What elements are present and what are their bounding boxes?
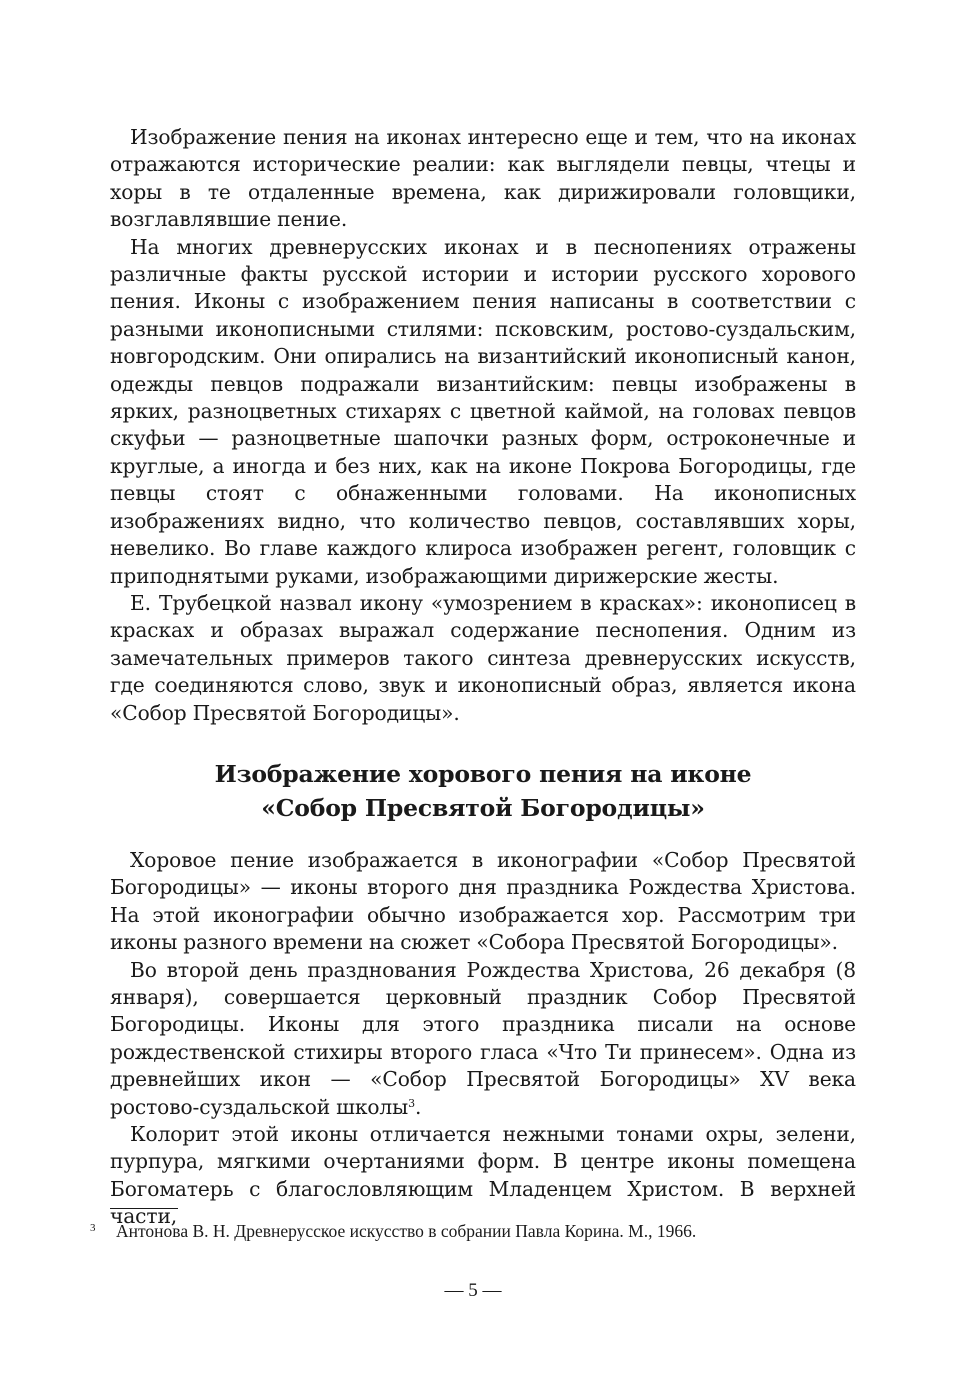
page-body — [110, 124, 856, 1231]
footnote-divider — [110, 1208, 178, 1209]
section-title-line2: «Собор Пресвятой Богородицы» — [261, 793, 705, 822]
section-title — [110, 757, 856, 825]
paragraph-trubetskoy: Е. Трубецкой назвал икону «умозрением в красках»: иконописец в красках и образах выражал содержание песнопения. Одним из замечательных примеров такого синтеза древнерусских искусств, где соединяются слово, звук и иконописный образ, является икона «Собор Пресвятой Богородицы». — [110, 590, 856, 725]
footnote — [90, 1216, 856, 1243]
page-number: — 5 — — [444, 1280, 502, 1301]
paragraph-second-day — [110, 957, 856, 1121]
paragraph-icon-styles: На многих древнерусских иконах и в песнопениях отражены различные факты русской истории и истории русского хорового пения. Иконы с изображением пения написаны в соответствии с разными иконописными стилями: псковским, ростово-суздальским, новгородским. Они опирались на византийский иконописный канон, одежды певцов подражали византийским: певцы изображены в ярких, разноцветных стихарях с цветной каймой, на головах певцов скуфьи — разноцветные шапочки разных форм, остроконечные и круглые, а иногда и без них, как на иконе Покрова Богородицы, где певцы стоят с обнаженными головами. На иконописных изображениях видно, что количество певцов, составлявших хоры, невелико. Во главе каждого клироса изображен регент, головщик с приподнятыми руками, изображающими дирижерские жесты. — [110, 234, 856, 588]
paragraph-colorit: Колорит этой иконы отличается нежными тонами охры, зелени, пурпура, мягкими очертаниями форм. В центре иконы помещена Богоматерь с благословляющим Младенцем Христом. В верхней части, — [110, 1122, 856, 1229]
footnote-number: 3 — [90, 1222, 96, 1234]
footnote-reference[interactable]: 3 — [408, 1096, 416, 1110]
paragraph-choral-singing: Хоровое пение изображается в иконографии «Собор Пресвятой Богородицы» — иконы второго дня праздника Рождества Христова. На этой иконографии обычно изображается хор. Рассмотрим три иконы разного времени на сюжет «Собора Пресвятой Богородицы». — [110, 847, 856, 955]
paragraph-icons-historical-realia: Изображение пения на иконах интересно еще и тем, что на иконах отражаются исторические реалии: как выглядели певцы, чтецы и хоры в те отдаленные времена, как дирижировали головщики, возглавлявшие пение. — [110, 125, 856, 232]
footnote-text: Антонова В. Н. Древнерусское искусство в собрании Павла Корина. М., 1966. — [116, 1221, 697, 1241]
paragraph-second-day-text: Во второй день празднования Рождества Христова, 26 декабря (8 января), совершается церковный праздник Собор Пресвятой Богородицы. Иконы для этого праздника писали на основе рождественской стихиры второго гласа «Что Ти принесем». Одна из древнейших икон — «Собор Пресвятой Богородицы» XV века ростово-суздальской школы — [110, 957, 856, 1119]
section-title-line1: Изображение хорового пения на иконе — [214, 759, 752, 788]
paragraph-second-day-end: . — [415, 1094, 422, 1119]
